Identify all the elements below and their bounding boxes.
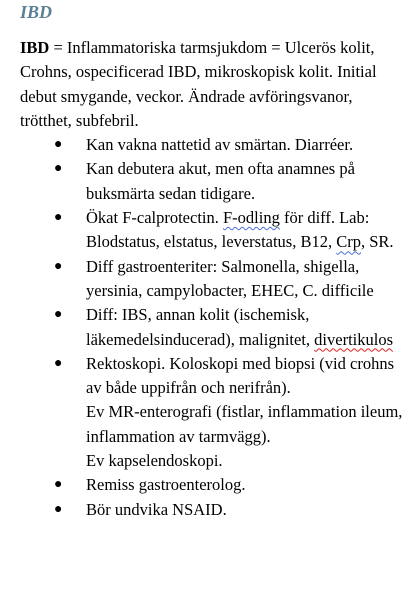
list-item-text: Kan debutera akut, men ofta anamnes på buksmärta sedan tidigare. [86, 159, 355, 203]
bullet-icon: ● [54, 307, 63, 323]
bullet-icon: ● [54, 137, 63, 153]
list-item [20, 473, 405, 497]
list-item-text: Ökat F-calprotectin. [86, 208, 223, 228]
list-item [20, 255, 405, 304]
list-item-text: Diff gastroenteriter: Salmonella, shigella, yersinia, campylobacter, EHEC, C. difficile [86, 256, 374, 300]
bullet-icon: ● [54, 501, 63, 517]
flagged-word[interactable]: Crp [336, 232, 361, 252]
list-item-text: Diff: IBS, annan kolit (ischemisk, läkemedelsinducerad), malignitet, [86, 305, 315, 349]
bullet-list [20, 133, 405, 522]
document-page [20, 0, 405, 522]
list-item-text: Bör undvika NSAID. [86, 499, 227, 519]
list-item-continuation: Ev MR-enterografi (fistlar, inflammation ileum, inflammation av tarmvägg). [86, 402, 403, 446]
intro-text: = Inflammatoriska tarmsjukdom = Ulcerös kolit, Crohns, ospecificerad IBD, mikroskopisk kolit. Initial debut smygande, veckor. Ändrade avföringsvanor, trötthet, subfebril. [20, 38, 377, 130]
list-item [20, 498, 405, 522]
list-item-continuation: Ev kapselendoskopi. [86, 451, 223, 471]
list-item-text: Rektoskopi. Koloskopi med biopsi (vid crohns av både uppifrån och nerifrån). [86, 353, 394, 398]
list-item [20, 157, 405, 206]
list-item [20, 352, 405, 473]
list-item-text: Remiss gastroenterolog. [86, 475, 246, 495]
bullet-icon: ● [54, 355, 63, 371]
bullet-icon: ● [54, 161, 63, 177]
list-item-text: för diff. Lab: Blodstatus, elstatus, leverstatus, B12, [86, 208, 370, 252]
intro-paragraph [20, 36, 405, 133]
bullet-icon: ● [54, 477, 63, 493]
section-heading: IBD [20, 2, 53, 22]
intro-term: IBD [20, 38, 50, 57]
bullet-icon: ● [54, 258, 63, 274]
list-item [20, 133, 405, 157]
flagged-word[interactable]: F-odling [223, 208, 280, 228]
bullet-icon: ● [54, 210, 63, 226]
list-item [20, 206, 405, 255]
list-item-text: , SR. [360, 232, 394, 252]
list-item-text: Kan vakna nattetid av smärtan. Diarréer. [86, 135, 354, 155]
list-item [20, 303, 405, 352]
misspelled-word[interactable]: divertikulos [314, 329, 393, 349]
